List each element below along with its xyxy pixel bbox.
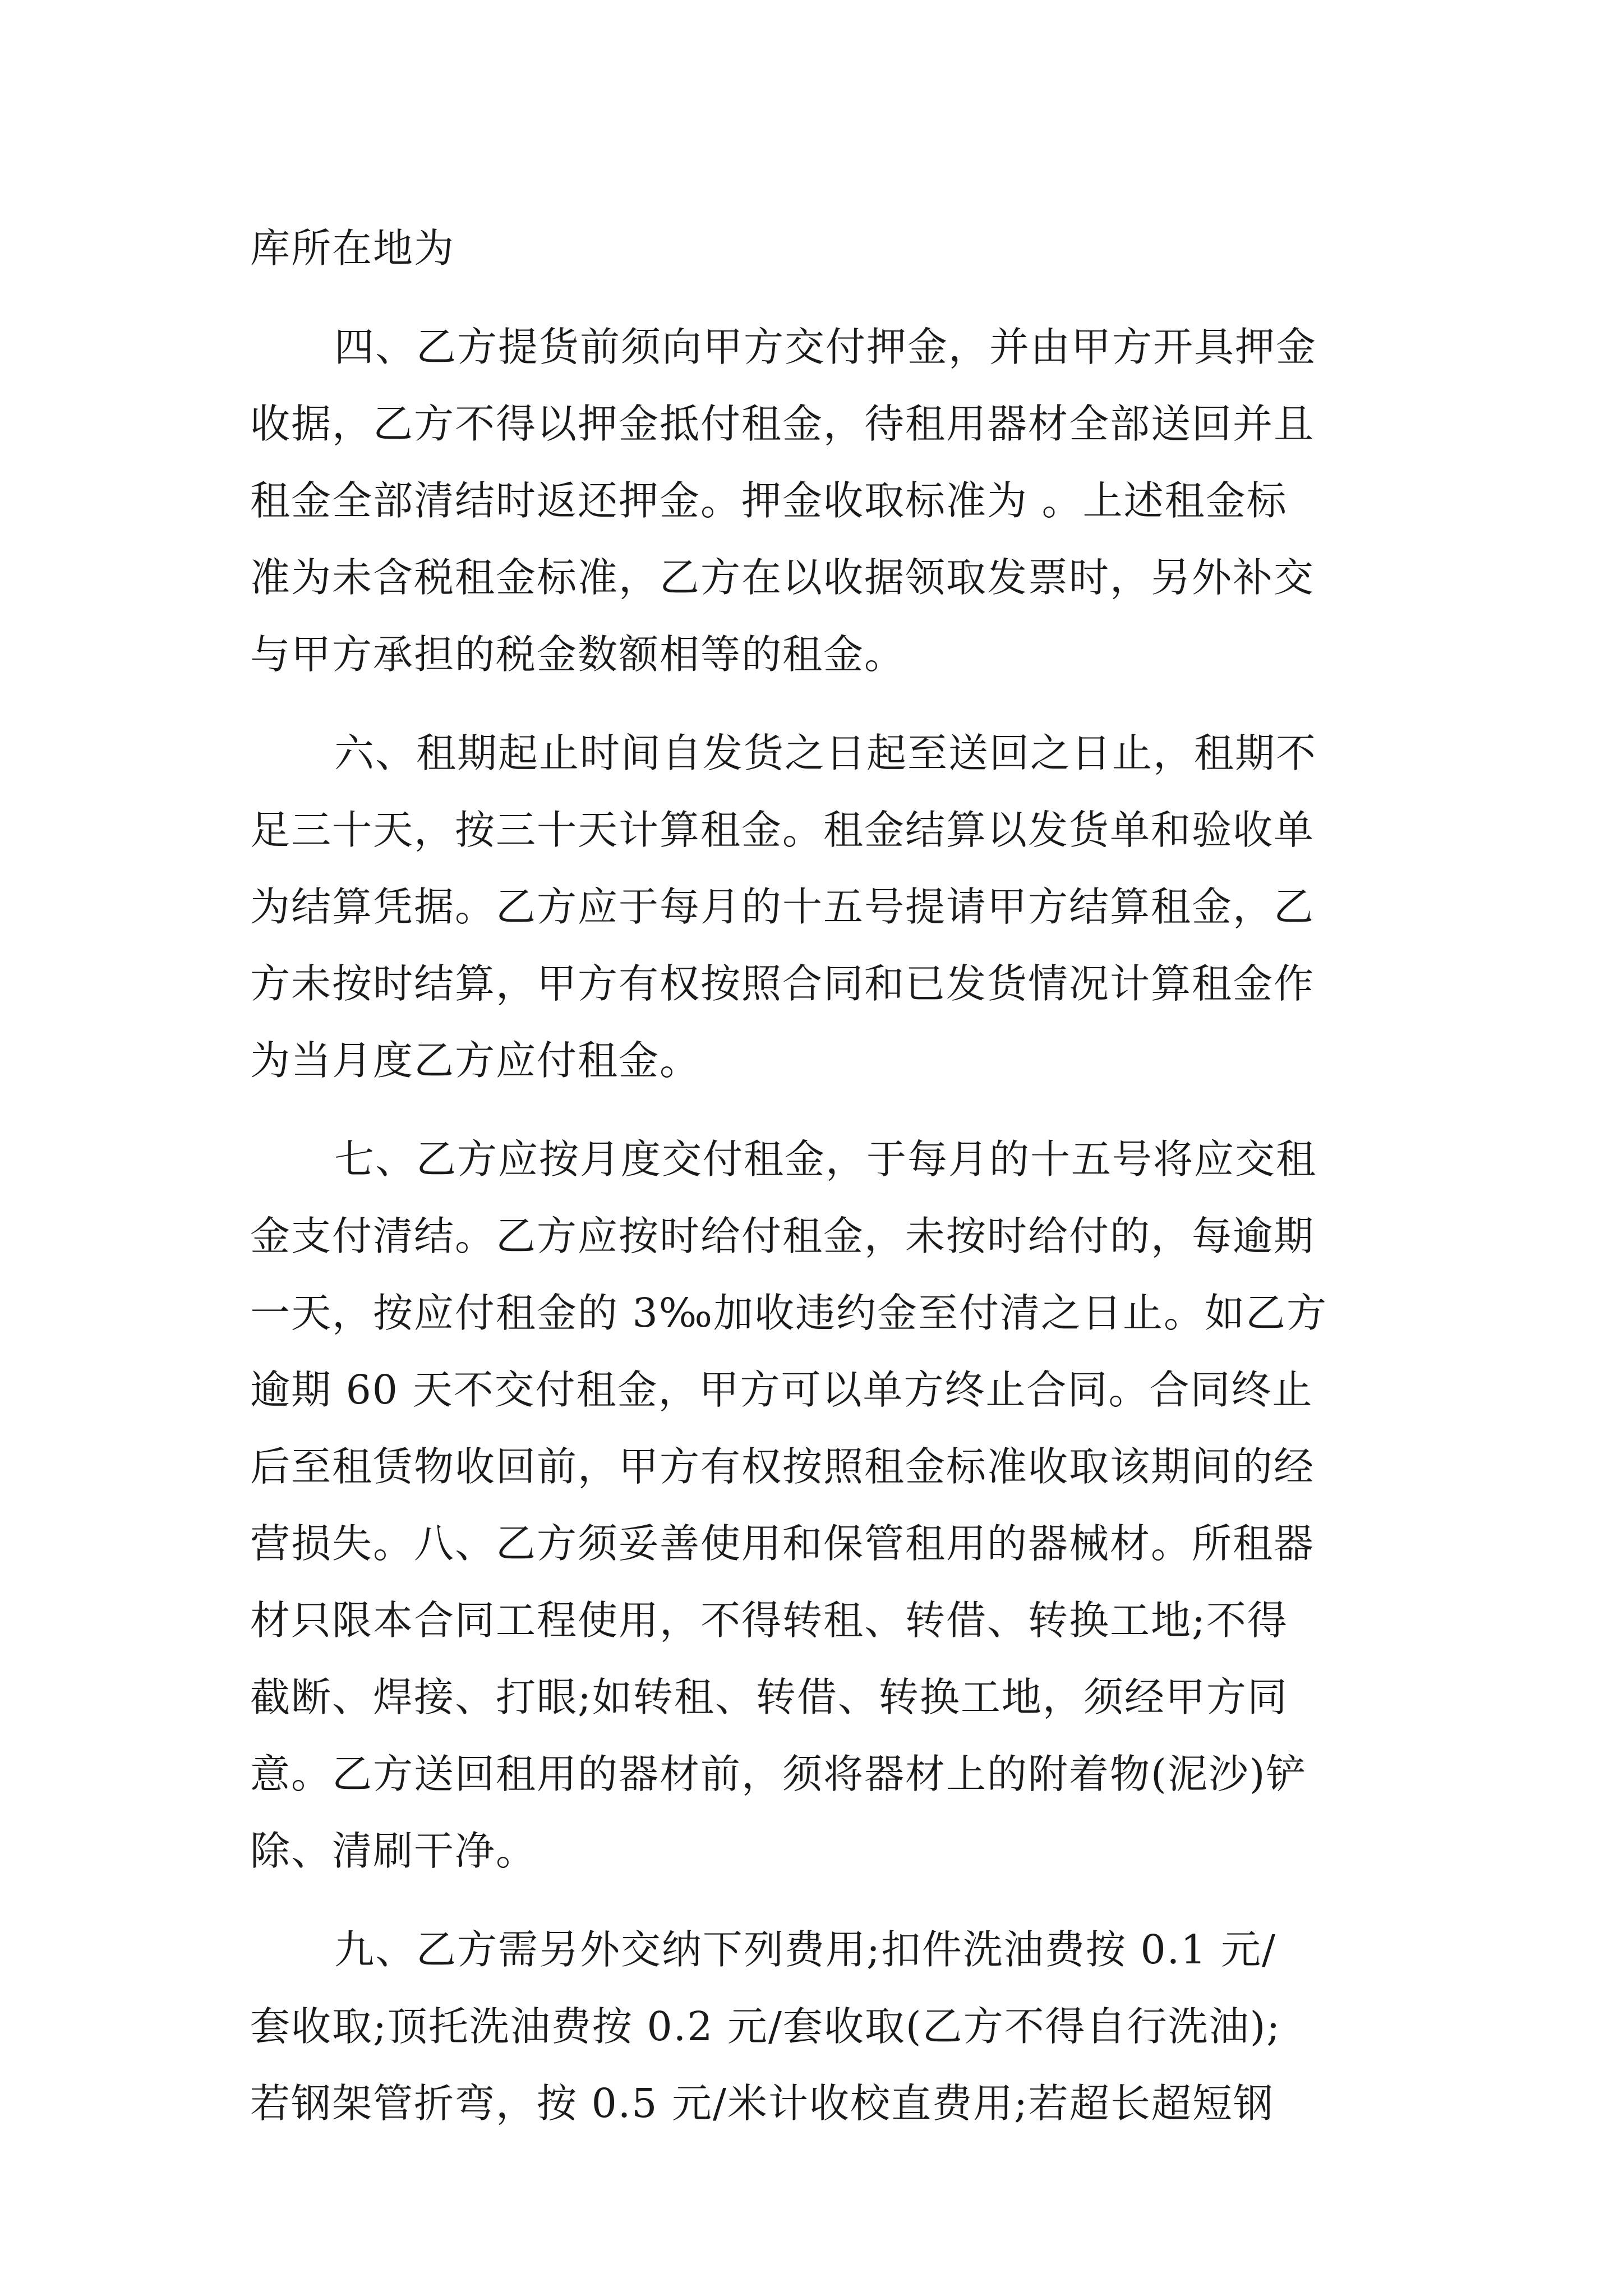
text-line: 租金全部清结时返还押金。押金收取标准为 。上述租金标	[250, 477, 1288, 524]
text-line: 七、乙方应按月度交付租金，于每月的十五号将应交租	[334, 1136, 1317, 1182]
paragraph-gap	[250, 1099, 1377, 1121]
text-line: 为当月度乙方应付租金。	[250, 1037, 701, 1084]
text-line: 与甲方承担的税金数额相等的租金。	[250, 631, 906, 678]
text-line: 库所在地为	[250, 225, 455, 272]
text-line: 若钢架管折弯，按 0.5 元/米计收校直费用;若超长超短钢	[250, 2080, 1274, 2127]
text-line: 为结算凭据。乙方应于每月的十五号提请甲方结算租金，乙	[250, 884, 1315, 930]
text-line: 截断、焊接、打眼;如转租、转借、转换工地，须经甲方同	[250, 1674, 1288, 1720]
text-line: 套收取;顶托洗油费按 0.2 元/套收取(乙方不得自行洗油);	[250, 2003, 1281, 2050]
paragraph-gap	[250, 287, 1377, 309]
text-line: 除、清刷干净。	[250, 1828, 537, 1874]
text-line: 九、乙方需另外交纳下列费用;扣件洗油费按 0.1 元/	[334, 1926, 1276, 1973]
text-line: 意。乙方送回租用的器材前，须将器材上的附着物(泥沙)铲	[250, 1751, 1307, 1797]
text-line: 后至租赁物收回前，甲方有权按照租金标准收取该期间的经	[250, 1443, 1315, 1490]
text-line: 四、乙方提货前须向甲方交付押金，并由甲方开具押金	[334, 324, 1317, 370]
text-line: 方未按时结算，甲方有权按照合同和已发货情况计算租金作	[250, 960, 1315, 1007]
text-line: 金支付清结。乙方应按时给付租金，未按时给付的，每逾期	[250, 1213, 1315, 1259]
text-line: 材只限本合同工程使用，不得转租、转借、转换工地;不得	[250, 1597, 1288, 1644]
text-line: 营损失。八、乙方须妥善使用和保管租用的器械材。所租器	[250, 1520, 1315, 1567]
text-line: 六、租期起止时间自发货之日起至送回之日止，租期不	[334, 730, 1317, 776]
text-line: 准为未含税租金标准，乙方在以收据领取发票时，另外补交	[250, 554, 1315, 601]
text-line: 收据，乙方不得以押金抵付租金，待租用器材全部送回并且	[250, 401, 1315, 447]
document-body	[250, 210, 1377, 2142]
text-line: 一天，按应付租金的 3‰加收违约金至付清之日止。如乙方	[250, 1290, 1328, 1336]
text-line: 逾期 60 天不交付租金，甲方可以单方终止合同。合同终止	[250, 1366, 1313, 1413]
paragraph-gap	[250, 693, 1377, 715]
text-line: 足三十天，按三十天计算租金。租金结算以发货单和验收单	[250, 807, 1315, 853]
paragraph-gap	[250, 1889, 1377, 1911]
